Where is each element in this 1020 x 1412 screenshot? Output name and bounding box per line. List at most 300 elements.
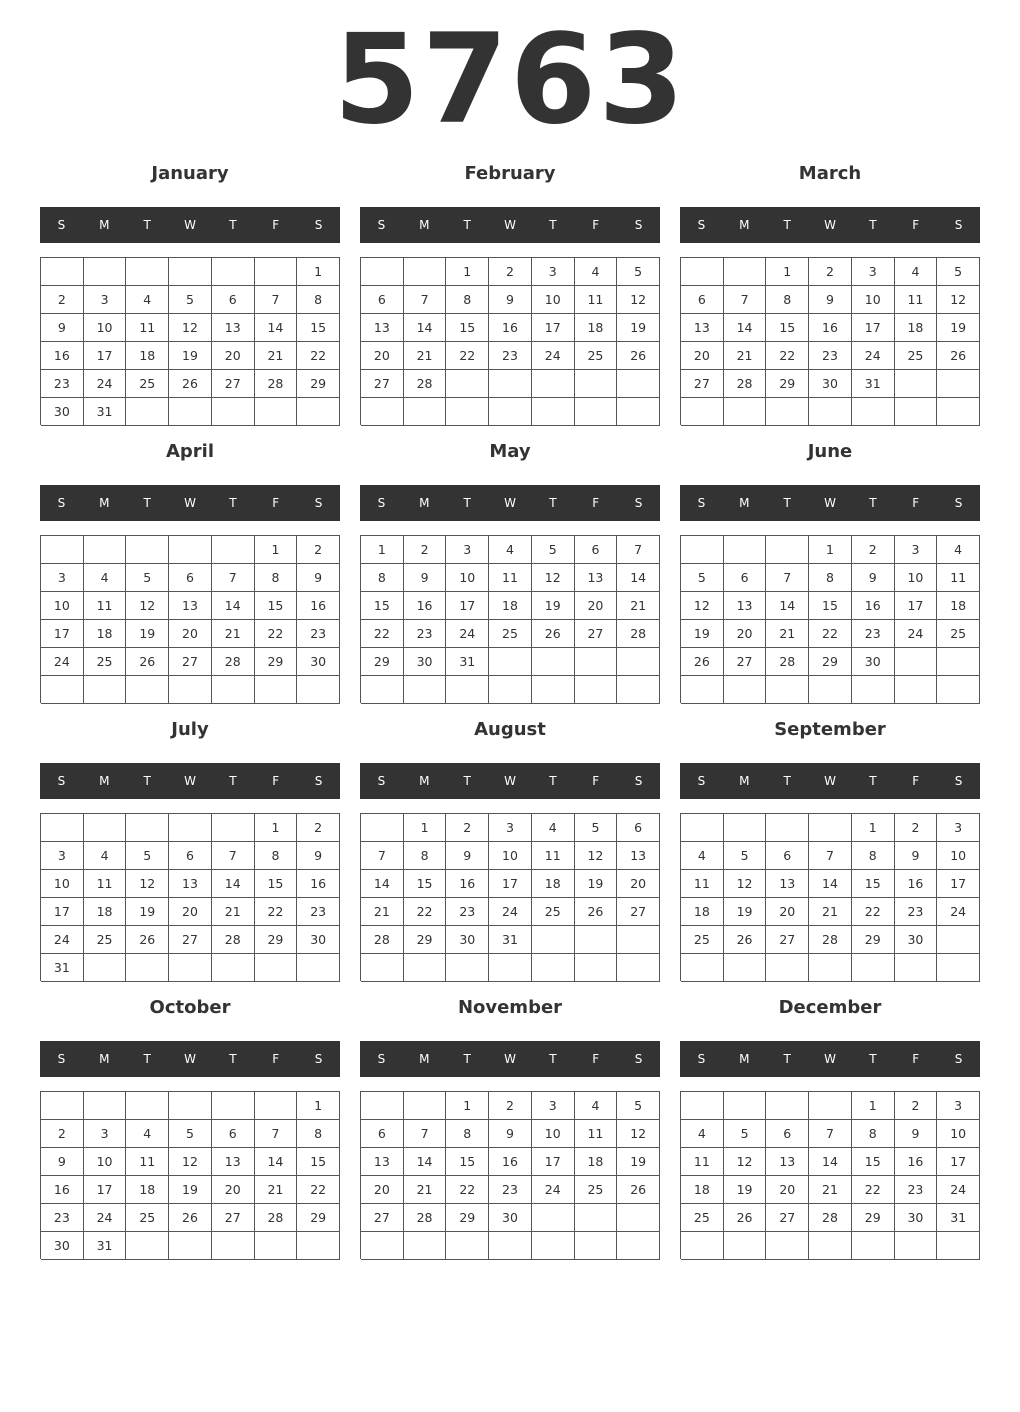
day-cell: 13 xyxy=(724,592,767,620)
day-cell: 23 xyxy=(852,620,895,648)
day-cell: 30 xyxy=(809,370,852,398)
day-cell: 22 xyxy=(446,342,489,370)
day-cell: 22 xyxy=(361,620,404,648)
weekday-label: F xyxy=(592,496,600,510)
day-cell: 14 xyxy=(809,870,852,898)
day-cell: 12 xyxy=(724,870,767,898)
empty-day-cell xyxy=(255,398,298,426)
month-name: May xyxy=(489,441,531,462)
day-cell: 26 xyxy=(126,926,169,954)
day-cell: 20 xyxy=(766,1176,809,1204)
day-cell: 13 xyxy=(361,1148,404,1176)
day-cell: 3 xyxy=(489,814,532,842)
empty-day-cell xyxy=(724,1232,767,1260)
month-march xyxy=(680,156,980,434)
day-cell: 19 xyxy=(617,1148,660,1176)
month-july xyxy=(40,712,340,990)
day-cell: 8 xyxy=(852,1120,895,1148)
weekday-header xyxy=(40,485,340,521)
day-cell: 10 xyxy=(84,1148,127,1176)
empty-day-cell xyxy=(255,1092,298,1120)
empty-day-cell xyxy=(895,1232,938,1260)
empty-day-cell xyxy=(895,676,938,704)
day-cell: 16 xyxy=(895,870,938,898)
day-cell: 30 xyxy=(895,926,938,954)
day-cell: 6 xyxy=(617,814,660,842)
empty-day-cell xyxy=(852,676,895,704)
day-cell: 23 xyxy=(297,620,340,648)
empty-day-cell xyxy=(446,676,489,704)
day-cell: 19 xyxy=(575,870,618,898)
day-cell: 22 xyxy=(852,1176,895,1204)
month-september xyxy=(680,712,980,990)
weekday-label: M xyxy=(99,1052,110,1066)
day-cell: 17 xyxy=(489,870,532,898)
day-cell: 16 xyxy=(297,870,340,898)
weekday-header xyxy=(680,485,980,521)
month-name: March xyxy=(798,163,862,184)
weekday-label: F xyxy=(912,774,920,788)
empty-day-cell xyxy=(126,258,169,286)
empty-day-cell xyxy=(617,926,660,954)
day-cell: 2 xyxy=(895,814,938,842)
weekday-label: S xyxy=(697,774,706,788)
weekday-label: W xyxy=(824,1052,836,1066)
empty-day-cell xyxy=(681,676,724,704)
empty-day-cell xyxy=(489,954,532,982)
weekday-label: F xyxy=(272,496,280,510)
weekday-label: S xyxy=(57,1052,66,1066)
day-cell: 21 xyxy=(809,1176,852,1204)
day-cell: 27 xyxy=(169,648,212,676)
empty-day-cell xyxy=(255,1232,298,1260)
day-cell: 27 xyxy=(361,1204,404,1232)
day-cell: 15 xyxy=(446,1148,489,1176)
weekday-label: S xyxy=(314,774,323,788)
weekday-label: S xyxy=(954,774,963,788)
day-cell: 12 xyxy=(126,870,169,898)
day-cell: 9 xyxy=(895,842,938,870)
empty-day-cell xyxy=(169,398,212,426)
day-cell: 9 xyxy=(41,314,84,342)
day-cell: 30 xyxy=(41,1232,84,1260)
empty-day-cell xyxy=(532,676,575,704)
day-cell: 25 xyxy=(84,648,127,676)
empty-day-cell xyxy=(489,1232,532,1260)
day-cell: 26 xyxy=(681,648,724,676)
day-cell: 24 xyxy=(446,620,489,648)
day-cell: 14 xyxy=(255,314,298,342)
day-cell: 21 xyxy=(404,1176,447,1204)
day-cell: 12 xyxy=(169,314,212,342)
day-cell: 28 xyxy=(212,926,255,954)
day-cell: 8 xyxy=(852,842,895,870)
empty-day-cell xyxy=(41,258,84,286)
day-cell: 18 xyxy=(126,342,169,370)
day-cell: 7 xyxy=(766,564,809,592)
day-cell: 18 xyxy=(575,1148,618,1176)
weekday-label: W xyxy=(504,1052,516,1066)
day-cell: 1 xyxy=(766,258,809,286)
day-cell: 15 xyxy=(766,314,809,342)
day-cell: 25 xyxy=(532,898,575,926)
weekday-label: S xyxy=(377,774,386,788)
day-cell: 25 xyxy=(126,370,169,398)
empty-day-cell xyxy=(575,1204,618,1232)
empty-day-cell xyxy=(361,398,404,426)
empty-day-cell xyxy=(724,398,767,426)
day-cell: 10 xyxy=(41,592,84,620)
month-june xyxy=(680,434,980,712)
weekday-label: T xyxy=(783,496,791,510)
weekday-label: S xyxy=(57,496,66,510)
weekday-label: F xyxy=(272,774,280,788)
day-cell: 24 xyxy=(41,926,84,954)
weekday-label: T xyxy=(229,496,237,510)
empty-day-cell xyxy=(212,536,255,564)
empty-day-cell xyxy=(84,814,127,842)
day-cell: 28 xyxy=(809,1204,852,1232)
day-cell: 7 xyxy=(724,286,767,314)
empty-day-cell xyxy=(937,370,980,398)
day-cell: 6 xyxy=(361,1120,404,1148)
weekday-label: T xyxy=(869,218,877,232)
day-cell: 17 xyxy=(84,1176,127,1204)
empty-day-cell xyxy=(361,1232,404,1260)
weekday-label: M xyxy=(739,774,750,788)
empty-day-cell xyxy=(41,1092,84,1120)
day-cell: 26 xyxy=(532,620,575,648)
day-cell: 3 xyxy=(446,536,489,564)
weekday-label: F xyxy=(592,1052,600,1066)
day-cell: 25 xyxy=(489,620,532,648)
weekday-label: T xyxy=(229,1052,237,1066)
empty-day-cell xyxy=(809,814,852,842)
day-cell: 6 xyxy=(766,1120,809,1148)
empty-day-cell xyxy=(532,954,575,982)
day-cell: 2 xyxy=(297,536,340,564)
day-cell: 2 xyxy=(895,1092,938,1120)
day-grid xyxy=(40,257,340,425)
day-cell: 2 xyxy=(489,258,532,286)
empty-day-cell xyxy=(617,1204,660,1232)
weekday-label: W xyxy=(504,774,516,788)
weekday-label: S xyxy=(57,218,66,232)
weekday-header xyxy=(360,1041,660,1077)
empty-day-cell xyxy=(724,536,767,564)
day-cell: 7 xyxy=(404,286,447,314)
empty-day-cell xyxy=(212,954,255,982)
day-cell: 1 xyxy=(404,814,447,842)
weekday-label: T xyxy=(549,774,557,788)
day-cell: 20 xyxy=(681,342,724,370)
day-cell: 8 xyxy=(404,842,447,870)
day-cell: 22 xyxy=(766,342,809,370)
day-cell: 8 xyxy=(809,564,852,592)
day-cell: 21 xyxy=(212,620,255,648)
day-cell: 16 xyxy=(41,1176,84,1204)
day-cell: 14 xyxy=(404,1148,447,1176)
empty-day-cell xyxy=(724,814,767,842)
day-cell: 23 xyxy=(489,1176,532,1204)
day-cell: 16 xyxy=(895,1148,938,1176)
day-cell: 25 xyxy=(681,1204,724,1232)
month-name: April xyxy=(165,441,215,462)
day-cell: 8 xyxy=(297,286,340,314)
day-cell: 30 xyxy=(895,1204,938,1232)
day-cell: 26 xyxy=(126,648,169,676)
empty-day-cell xyxy=(212,1232,255,1260)
day-cell: 8 xyxy=(361,564,404,592)
day-cell: 14 xyxy=(809,1148,852,1176)
day-cell: 11 xyxy=(489,564,532,592)
day-cell: 30 xyxy=(446,926,489,954)
day-cell: 31 xyxy=(84,398,127,426)
day-cell: 10 xyxy=(852,286,895,314)
day-cell: 31 xyxy=(852,370,895,398)
empty-day-cell xyxy=(852,954,895,982)
day-cell: 8 xyxy=(446,1120,489,1148)
day-cell: 10 xyxy=(41,870,84,898)
empty-day-cell xyxy=(297,954,340,982)
weekday-label: T xyxy=(783,774,791,788)
day-cell: 7 xyxy=(809,1120,852,1148)
day-cell: 5 xyxy=(169,286,212,314)
month-name: June xyxy=(807,441,853,462)
day-cell: 1 xyxy=(852,1092,895,1120)
empty-day-cell xyxy=(766,676,809,704)
day-cell: 1 xyxy=(446,1092,489,1120)
empty-day-cell xyxy=(446,370,489,398)
year-title: 5763 xyxy=(333,8,687,152)
empty-day-cell xyxy=(617,1232,660,1260)
weekday-label: S xyxy=(57,774,66,788)
day-cell: 29 xyxy=(766,370,809,398)
weekday-label: T xyxy=(783,1052,791,1066)
day-cell: 19 xyxy=(532,592,575,620)
day-cell: 20 xyxy=(617,870,660,898)
day-cell: 15 xyxy=(404,870,447,898)
empty-day-cell xyxy=(681,814,724,842)
empty-day-cell xyxy=(126,1232,169,1260)
day-cell: 13 xyxy=(766,1148,809,1176)
day-cell: 28 xyxy=(404,1204,447,1232)
empty-day-cell xyxy=(681,398,724,426)
weekday-label: M xyxy=(419,774,430,788)
day-cell: 28 xyxy=(724,370,767,398)
day-cell: 29 xyxy=(255,648,298,676)
day-cell: 21 xyxy=(255,1176,298,1204)
day-cell: 7 xyxy=(617,536,660,564)
empty-day-cell xyxy=(575,926,618,954)
day-cell: 7 xyxy=(212,564,255,592)
day-cell: 21 xyxy=(724,342,767,370)
day-cell: 8 xyxy=(255,564,298,592)
day-cell: 11 xyxy=(126,1148,169,1176)
day-cell: 29 xyxy=(361,648,404,676)
day-cell: 15 xyxy=(361,592,404,620)
day-cell: 1 xyxy=(255,536,298,564)
month-april xyxy=(40,434,340,712)
day-cell: 2 xyxy=(852,536,895,564)
day-cell: 3 xyxy=(84,286,127,314)
weekday-label: S xyxy=(377,1052,386,1066)
weekday-label: M xyxy=(739,1052,750,1066)
month-name: August xyxy=(474,719,546,740)
empty-day-cell xyxy=(361,814,404,842)
day-cell: 14 xyxy=(617,564,660,592)
weekday-label: T xyxy=(143,496,151,510)
weekday-label: S xyxy=(314,218,323,232)
empty-day-cell xyxy=(404,954,447,982)
empty-day-cell xyxy=(126,536,169,564)
empty-day-cell xyxy=(84,1092,127,1120)
day-cell: 18 xyxy=(575,314,618,342)
empty-day-cell xyxy=(404,258,447,286)
empty-day-cell xyxy=(617,370,660,398)
day-cell: 11 xyxy=(532,842,575,870)
empty-day-cell xyxy=(575,954,618,982)
weekday-label: S xyxy=(377,218,386,232)
day-cell: 25 xyxy=(937,620,980,648)
day-cell: 12 xyxy=(617,286,660,314)
day-cell: 26 xyxy=(724,926,767,954)
month-february xyxy=(360,156,660,434)
empty-day-cell xyxy=(84,954,127,982)
day-cell: 3 xyxy=(937,1092,980,1120)
day-grid xyxy=(680,1091,980,1259)
day-cell: 20 xyxy=(724,620,767,648)
weekday-header xyxy=(40,207,340,243)
weekday-label: S xyxy=(314,496,323,510)
empty-day-cell xyxy=(724,1092,767,1120)
day-cell: 24 xyxy=(852,342,895,370)
empty-day-cell xyxy=(212,258,255,286)
day-cell: 22 xyxy=(255,898,298,926)
day-cell: 12 xyxy=(169,1148,212,1176)
day-cell: 13 xyxy=(361,314,404,342)
day-cell: 18 xyxy=(937,592,980,620)
day-cell: 6 xyxy=(724,564,767,592)
day-cell: 19 xyxy=(681,620,724,648)
weekday-label: S xyxy=(377,496,386,510)
empty-day-cell xyxy=(809,398,852,426)
day-cell: 26 xyxy=(575,898,618,926)
empty-day-cell xyxy=(212,398,255,426)
day-cell: 12 xyxy=(575,842,618,870)
empty-day-cell xyxy=(724,676,767,704)
day-cell: 16 xyxy=(852,592,895,620)
weekday-label: F xyxy=(912,218,920,232)
empty-day-cell xyxy=(937,676,980,704)
day-cell: 24 xyxy=(937,898,980,926)
day-cell: 23 xyxy=(446,898,489,926)
day-cell: 7 xyxy=(361,842,404,870)
empty-day-cell xyxy=(169,1092,212,1120)
empty-day-cell xyxy=(895,398,938,426)
empty-day-cell xyxy=(126,398,169,426)
empty-day-cell xyxy=(766,954,809,982)
day-cell: 29 xyxy=(297,370,340,398)
day-cell: 10 xyxy=(446,564,489,592)
month-january xyxy=(40,156,340,434)
day-cell: 1 xyxy=(297,1092,340,1120)
empty-day-cell xyxy=(489,648,532,676)
weekday-label: W xyxy=(184,496,196,510)
weekday-label: T xyxy=(463,218,471,232)
weekday-label: S xyxy=(954,496,963,510)
weekday-label: M xyxy=(99,218,110,232)
day-cell: 3 xyxy=(852,258,895,286)
day-cell: 20 xyxy=(766,898,809,926)
day-cell: 17 xyxy=(446,592,489,620)
empty-day-cell xyxy=(809,676,852,704)
day-cell: 9 xyxy=(297,842,340,870)
empty-day-cell xyxy=(489,370,532,398)
day-cell: 14 xyxy=(212,592,255,620)
month-name: February xyxy=(464,163,556,184)
day-cell: 6 xyxy=(681,286,724,314)
day-cell: 22 xyxy=(297,1176,340,1204)
day-cell: 28 xyxy=(255,370,298,398)
day-cell: 12 xyxy=(681,592,724,620)
day-cell: 4 xyxy=(84,842,127,870)
day-cell: 12 xyxy=(532,564,575,592)
day-cell: 14 xyxy=(766,592,809,620)
day-cell: 7 xyxy=(255,286,298,314)
day-cell: 13 xyxy=(212,314,255,342)
day-cell: 3 xyxy=(895,536,938,564)
day-cell: 4 xyxy=(532,814,575,842)
day-cell: 19 xyxy=(169,342,212,370)
day-cell: 6 xyxy=(212,286,255,314)
day-cell: 1 xyxy=(809,536,852,564)
empty-day-cell xyxy=(361,258,404,286)
day-cell: 29 xyxy=(852,926,895,954)
day-cell: 22 xyxy=(852,898,895,926)
day-cell: 2 xyxy=(489,1092,532,1120)
day-cell: 8 xyxy=(766,286,809,314)
day-cell: 15 xyxy=(809,592,852,620)
day-cell: 9 xyxy=(404,564,447,592)
day-cell: 2 xyxy=(809,258,852,286)
weekday-label: W xyxy=(824,496,836,510)
day-cell: 13 xyxy=(681,314,724,342)
empty-day-cell xyxy=(446,398,489,426)
weekday-label: T xyxy=(869,1052,877,1066)
day-cell: 25 xyxy=(575,1176,618,1204)
day-cell: 11 xyxy=(84,592,127,620)
day-cell: 6 xyxy=(361,286,404,314)
weekday-label: M xyxy=(419,218,430,232)
day-cell: 15 xyxy=(852,1148,895,1176)
day-cell: 20 xyxy=(169,620,212,648)
weekday-label: S xyxy=(634,496,643,510)
day-cell: 13 xyxy=(169,592,212,620)
day-cell: 29 xyxy=(809,648,852,676)
day-cell: 8 xyxy=(446,286,489,314)
day-cell: 1 xyxy=(361,536,404,564)
empty-day-cell xyxy=(532,1232,575,1260)
empty-day-cell xyxy=(895,954,938,982)
day-cell: 5 xyxy=(617,1092,660,1120)
day-cell: 29 xyxy=(297,1204,340,1232)
empty-day-cell xyxy=(297,398,340,426)
day-cell: 18 xyxy=(489,592,532,620)
day-cell: 15 xyxy=(255,592,298,620)
day-cell: 4 xyxy=(84,564,127,592)
day-cell: 9 xyxy=(852,564,895,592)
